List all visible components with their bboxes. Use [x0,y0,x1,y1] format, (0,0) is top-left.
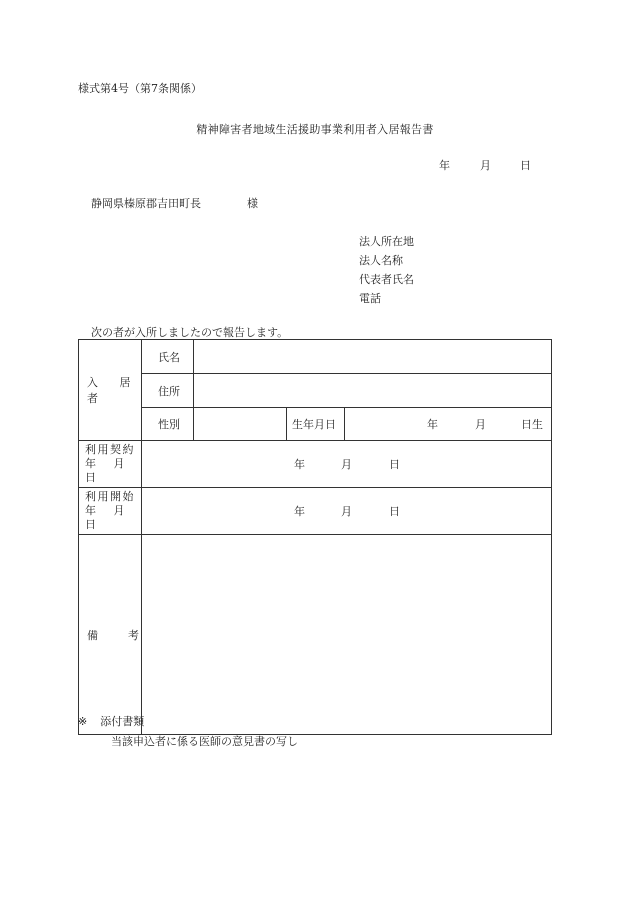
corporation-name-label: 法人名称 [359,254,403,267]
date-year: 年 [439,159,450,172]
addressee-honorific: 様 [247,197,258,210]
note-mark: ※ [78,715,88,728]
representative-label: 代表者氏名 [359,273,414,286]
remarks-label: 備 考 [79,535,142,735]
intro-text: 次の者が入所しましたので報告します。 [91,326,289,339]
start-date-label: 利用開始 年 月 日 [79,488,142,535]
submission-date [439,157,531,173]
date-day: 日 [520,159,531,172]
start-day: 日 [389,505,400,518]
date-month: 月 [480,159,491,172]
addressee-name: 静岡県榛原郡吉田町長 [91,197,201,210]
contract-month: 月 [341,458,352,471]
attachment-label: 添付書類 [100,715,145,728]
attachment-item: 当該申込者に係る医師の意見書の写し [111,735,298,748]
birth-date-field[interactable] [345,408,552,441]
corporation-info [359,232,414,308]
name-field[interactable] [194,340,552,374]
phone-label: 電話 [359,292,381,305]
sex-field[interactable] [194,408,287,441]
name-label: 氏名 [142,340,194,374]
report-form-table [78,339,552,735]
start-year: 年 [294,505,305,518]
address-field[interactable] [194,374,552,408]
corporation-address-label: 法人所在地 [359,235,414,248]
start-month: 月 [341,505,352,518]
contract-date-field[interactable] [142,441,552,488]
addressee [91,195,258,211]
sex-label: 性別 [142,408,194,441]
birth-month: 月 [475,418,486,431]
start-date-field[interactable] [142,488,552,535]
attachment-note [78,713,144,729]
birth-year: 年 [427,418,438,431]
form-number: 様式第4号（第7条関係） [78,82,202,95]
document-title: 精神障害者地域生活援助事業利用者入居報告書 [196,123,434,136]
birth-day: 日生 [521,418,543,431]
contract-day: 日 [389,458,400,471]
address-label: 住所 [142,374,194,408]
remarks-field[interactable] [142,535,552,735]
resident-label: 入 居 者 [79,340,142,441]
contract-date-label: 利用契約 年 月 日 [79,441,142,488]
birth-label: 生年月日 [287,408,345,441]
contract-year: 年 [294,458,305,471]
